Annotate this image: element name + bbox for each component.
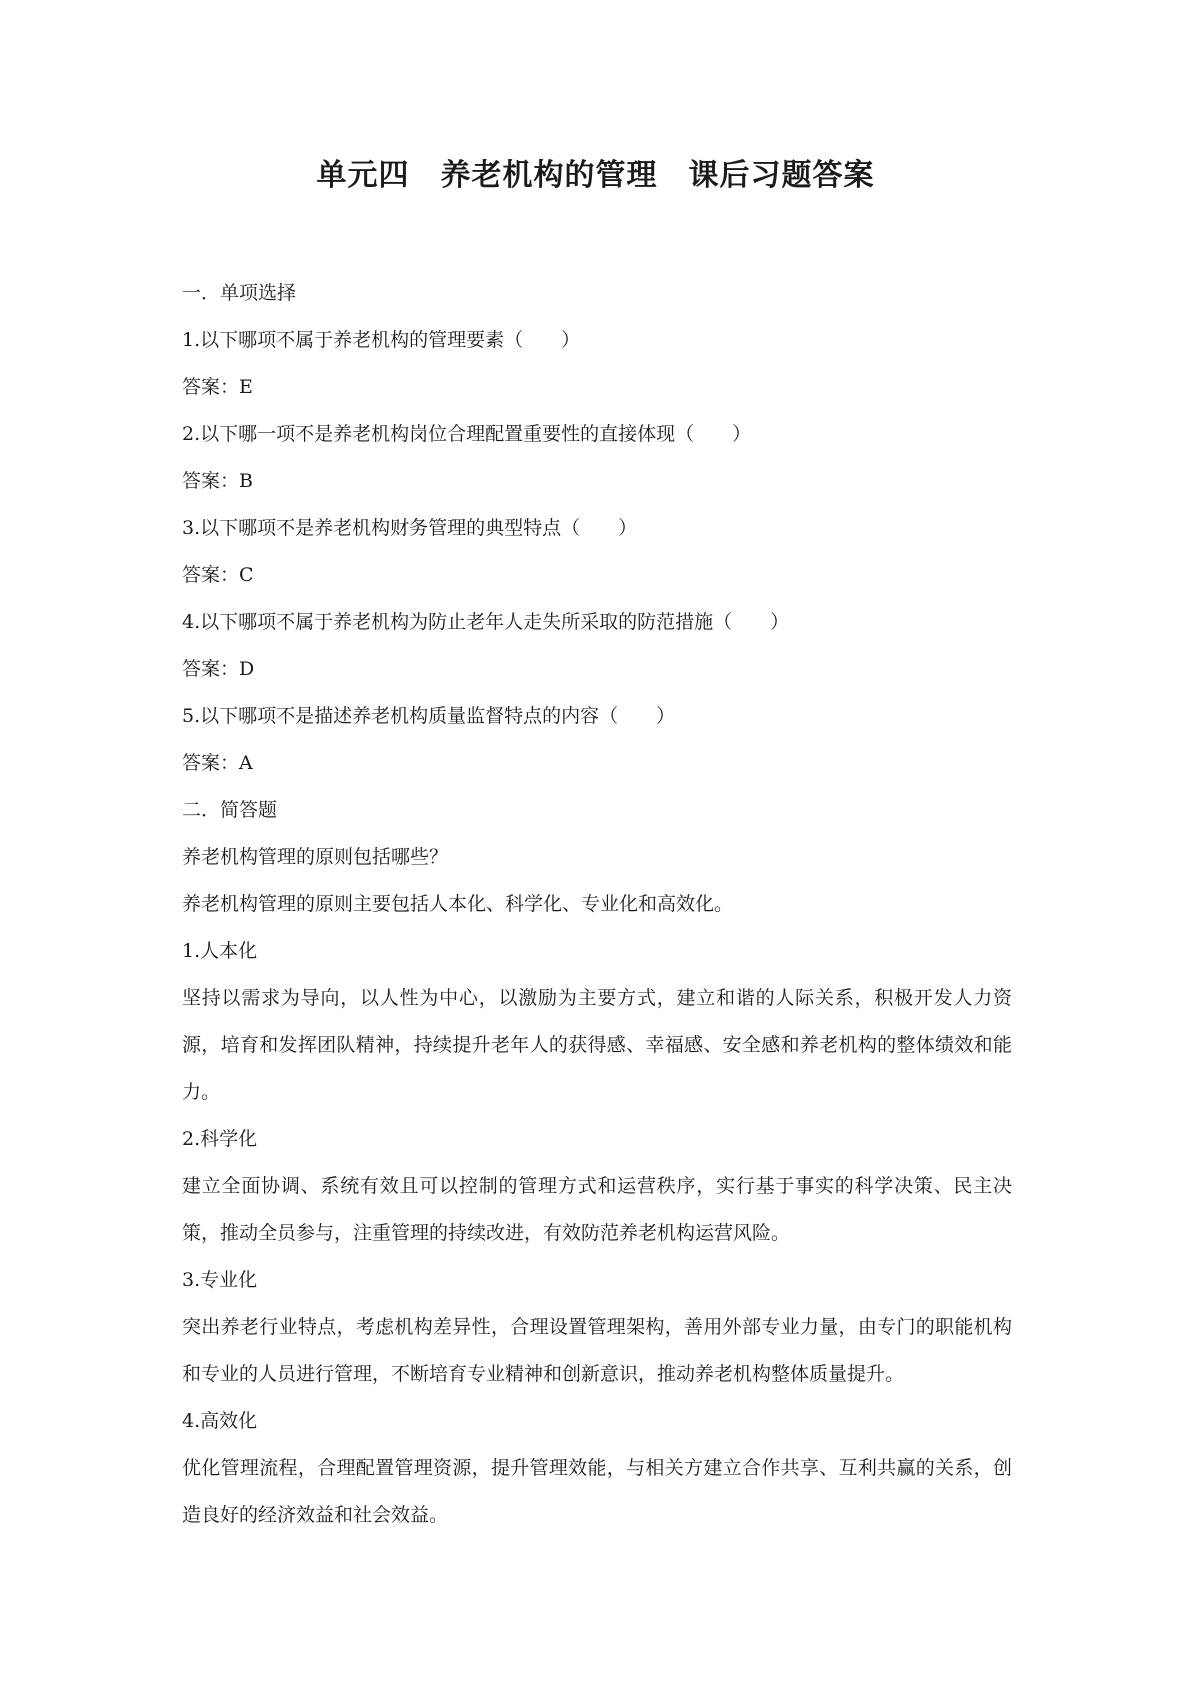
answer-5: 答案：A (182, 752, 253, 774)
section-heading-short-answer: 二．简答题 (182, 799, 278, 821)
document-body (182, 270, 1012, 1539)
principle-heading-1: 1.人本化 (182, 940, 258, 962)
question-1: 1.以下哪项不属于养老机构的管理要素（ ） (182, 329, 581, 351)
answer-3: 答案：C (182, 564, 254, 586)
principle-heading-4: 4.高效化 (182, 1410, 258, 1432)
document-title: 单元四 养老机构的管理 课后习题答案 (316, 158, 875, 193)
answer-4: 答案：D (182, 658, 255, 680)
principle-text-4: 优化管理流程，合理配置管理资源，提升管理效能，与相关方建立合作共享、互利共赢的关系，创造良好的经济效益和社会效益。 (182, 1457, 1012, 1526)
principle-text-3: 突出养老行业特点，考虑机构差异性，合理设置管理架构，善用外部专业力量，由专门的职能机构和专业的人员进行管理，不断培育专业精神和创新意识，推动养老机构整体质量提升。 (182, 1316, 1012, 1385)
short-answer-intro: 养老机构管理的原则主要包括人本化、科学化、专业化和高效化。 (182, 893, 734, 915)
question-2: 2.以下哪一项不是养老机构岗位合理配置重要性的直接体现（ ） (182, 423, 752, 445)
principle-text-2: 建立全面协调、系统有效且可以控制的管理方式和运营秩序，实行基于事实的科学决策、民主决策，推动全员参与，注重管理的持续改进，有效防范养老机构运营风险。 (182, 1175, 1012, 1244)
question-5: 5.以下哪项不是描述养老机构质量监督特点的内容（ ） (182, 705, 676, 727)
section-heading-single-choice: 一．单项选择 (182, 282, 297, 304)
answer-1: 答案：E (182, 376, 253, 398)
principle-heading-3: 3.专业化 (182, 1269, 258, 1291)
short-answer-question: 养老机构管理的原则包括哪些？ (182, 846, 449, 868)
principle-heading-2: 2.科学化 (182, 1128, 258, 1150)
answer-2: 答案：B (182, 470, 253, 492)
question-3: 3.以下哪项不是养老机构财务管理的典型特点（ ） (182, 517, 638, 539)
principle-text-1: 坚持以需求为导向，以人性为中心，以激励为主要方式，建立和谐的人际关系，积极开发人力资源，培育和发挥团队精神，持续提升老年人的获得感、幸福感、安全感和养老机构的整体绩效和能力。 (182, 987, 1012, 1103)
question-4: 4.以下哪项不属于养老机构为防止老年人走失所采取的防范措施（ ） (182, 611, 790, 633)
